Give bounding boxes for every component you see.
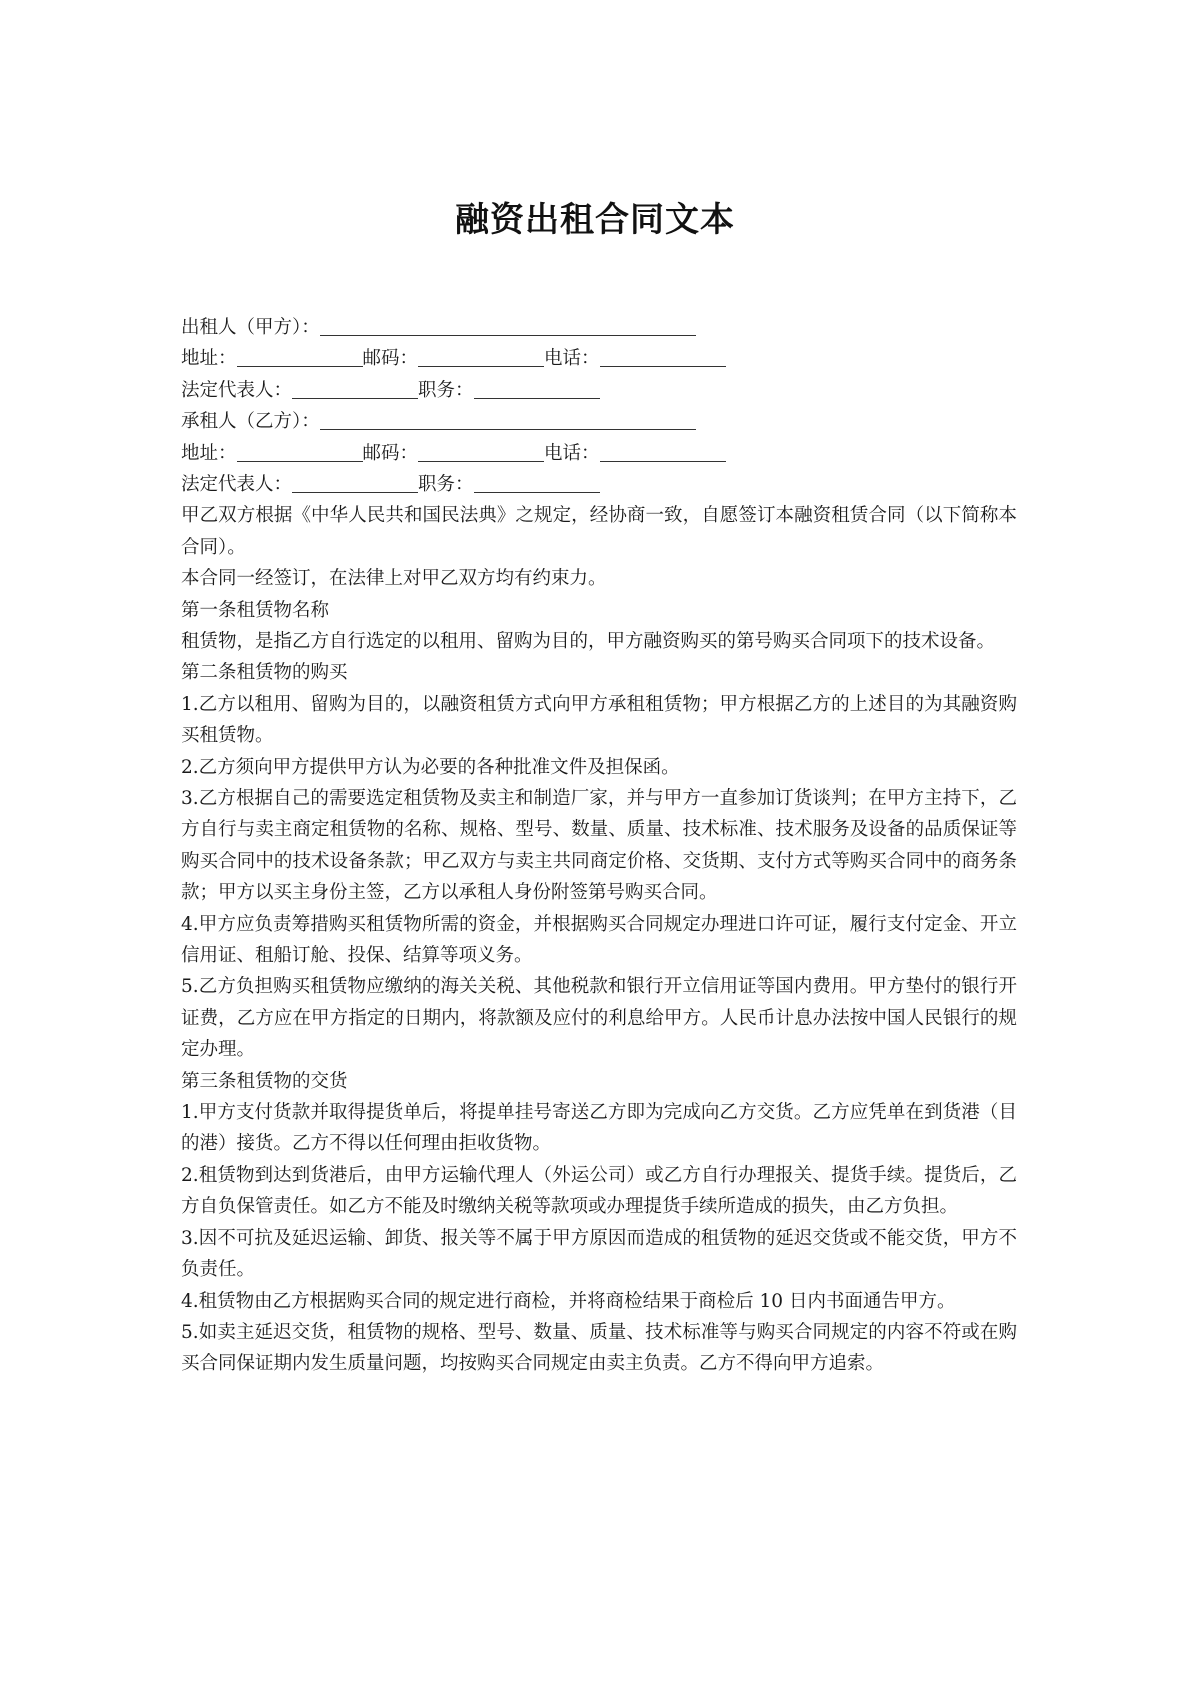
lessee-position-blank[interactable] bbox=[474, 472, 600, 493]
lessee-postcode-blank[interactable] bbox=[418, 441, 544, 462]
lessor-name-blank[interactable] bbox=[320, 315, 696, 336]
lessee-rep-blank[interactable] bbox=[292, 472, 418, 493]
article-3-item-1: 1.甲方支付货款并取得提货单后，将提单挂号寄送乙方即为完成向乙方交货。乙方应凭单在到货港（目的港）接货。乙方不得以任何理由拒收货物。 bbox=[181, 1102, 1017, 1155]
phone-label: 电话： bbox=[544, 348, 600, 370]
article-2-item-1: 1.乙方以租用、留购为目的，以融资租赁方式向甲方承租租赁物；甲方根据乙方的上述目的为其融资购买租赁物。 bbox=[181, 693, 1017, 747]
lessee-rep-line bbox=[181, 469, 1017, 500]
lessee-name-blank[interactable] bbox=[320, 409, 696, 430]
article-3-heading: 第三条租赁物的交货 bbox=[181, 1070, 348, 1092]
legal-rep-label: 法定代表人： bbox=[181, 473, 293, 495]
article-3-item-4: 4.租赁物由乙方根据购买合同的规定进行商检，并将商检结果于商检后 10 日内书面通告甲方。 bbox=[181, 1290, 956, 1312]
article-3-item-3: 3.因不可抗及延迟运输、卸货、报关等不属于甲方原因而造成的租赁物的延迟交货或不能交货，甲方不负责任。 bbox=[181, 1227, 1017, 1281]
article-1-heading: 第一条租赁物名称 bbox=[181, 599, 330, 621]
lessee-address-blank[interactable] bbox=[237, 441, 363, 462]
lessor-rep-blank[interactable] bbox=[292, 378, 418, 399]
lessee-contact-line bbox=[181, 438, 1017, 469]
phone-label: 电话： bbox=[544, 442, 600, 464]
document-title: 融资出租合同文本 bbox=[455, 200, 735, 240]
binding-paragraph: 本合同一经签订，在法律上对甲乙双方均有约束力。 bbox=[181, 568, 607, 590]
article-1-paragraph: 租赁物，是指乙方自行选定的以租用、留购为目的，甲方融资购买的第号购买合同项下的技术设备。 bbox=[181, 630, 996, 652]
legal-rep-label: 法定代表人： bbox=[181, 379, 293, 401]
postcode-label: 邮码： bbox=[362, 348, 419, 370]
lessor-rep-line bbox=[181, 375, 1017, 406]
position-label: 职务： bbox=[418, 379, 474, 401]
address-label: 地址： bbox=[181, 348, 237, 370]
position-label: 职务： bbox=[418, 473, 474, 495]
lessee-label: 承租人（乙方）： bbox=[181, 411, 320, 433]
lessor-line bbox=[181, 312, 1017, 343]
lessor-label: 出租人（甲方）： bbox=[181, 317, 320, 338]
lessee-phone-blank[interactable] bbox=[600, 441, 726, 462]
address-label: 地址： bbox=[181, 442, 237, 464]
document-body bbox=[181, 312, 1017, 1380]
article-3-item-5: 5.如卖主延迟交货，租赁物的规格、型号、数量、质量、技术标准等与购买合同规定的内容不符或在购买合同保证期内发生质量问题，均按购买合同规定由卖主负责。乙方不得向甲方追索。 bbox=[181, 1321, 1017, 1375]
article-2-item-4: 4.甲方应负责筹措购买租赁物所需的资金，并根据购买合同规定办理进口许可证，履行支付定金、开立信用证、租船订舱、投保、结算等项义务。 bbox=[181, 913, 1017, 967]
lessor-address-blank[interactable] bbox=[237, 346, 363, 367]
preamble-paragraph: 甲乙双方根据《中华人民共和国民法典》之规定，经协商一致，自愿签订本融资租赁合同（以下简称本合同）。 bbox=[181, 505, 1017, 558]
article-2-item-2: 2.乙方须向甲方提供甲方认为必要的各种批准文件及担保函。 bbox=[181, 756, 680, 778]
lessor-phone-blank[interactable] bbox=[600, 346, 726, 367]
article-2-heading: 第二条租赁物的购买 bbox=[181, 662, 348, 684]
lessee-line bbox=[181, 406, 1017, 437]
lessor-contact-line bbox=[181, 343, 1017, 374]
lessor-postcode-blank[interactable] bbox=[418, 346, 544, 367]
postcode-label: 邮码： bbox=[362, 442, 419, 464]
lessor-position-blank[interactable] bbox=[474, 378, 600, 399]
article-2-item-5: 5.乙方负担购买租赁物应缴纳的海关关税、其他税款和银行开立信用证等国内费用。甲方垫付的银行开证费，乙方应在甲方指定的日期内，将款额及应付的利息给甲方。人民币计息办法按中国人民银行的规定办理。 bbox=[181, 976, 1017, 1061]
article-3-item-2: 2.租赁物到达到货港后，由甲方运输代理人（外运公司）或乙方自行办理报关、提货手续。提货后，乙方自负保管责任。如乙方不能及时缴纳关税等款项或办理提货手续所造成的损失，由乙方负担。 bbox=[181, 1164, 1017, 1218]
article-2-item-3: 3.乙方根据自己的需要选定租赁物及卖主和制造厂家，并与甲方一直参加订货谈判；在甲方主持下，乙方自行与卖主商定租赁物的名称、规格、型号、数量、质量、技术标准、技术服务及设备的品质保证等购买合同中的技术设备条款；甲乙双方与卖主共同商定价格、交货期、支付方式等购买合同中的商务条款；甲方以买主身份主签，乙方以承租人身份附签第号购买合同。 bbox=[181, 788, 1017, 904]
